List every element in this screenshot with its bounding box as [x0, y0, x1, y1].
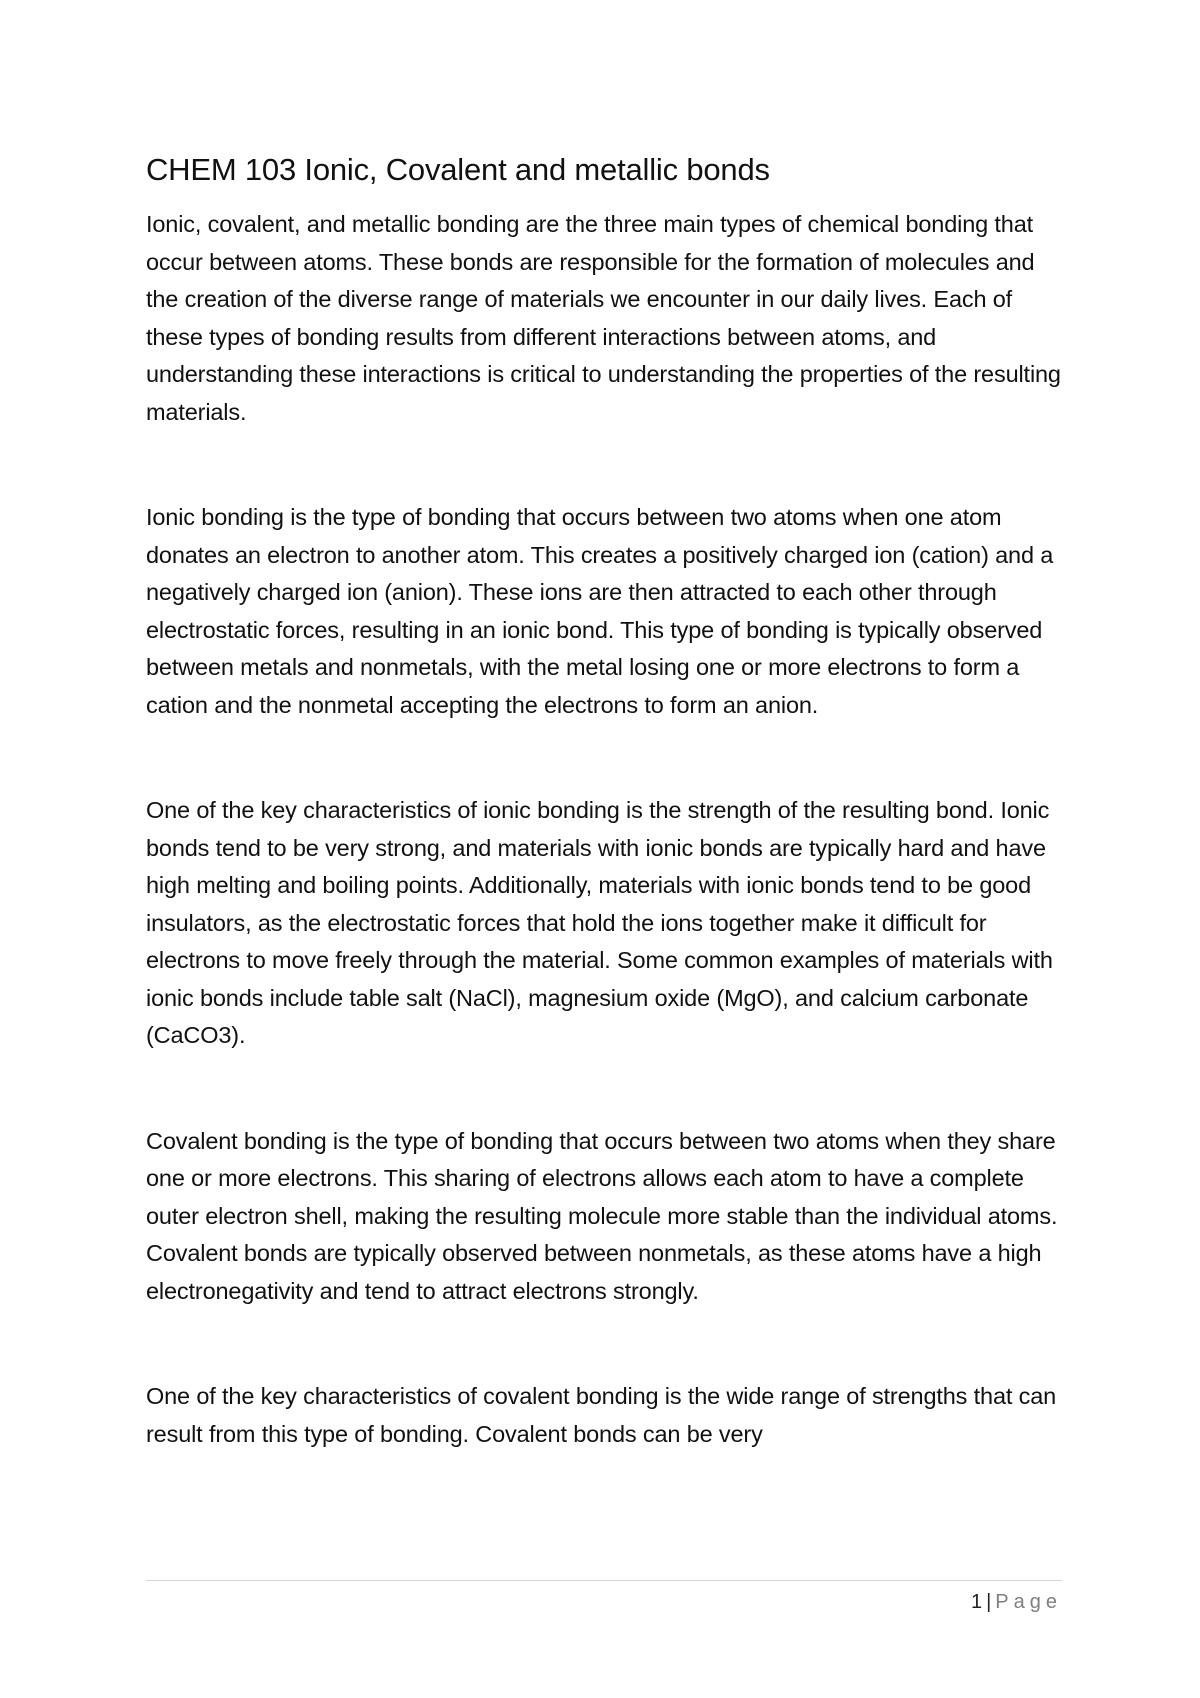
page-label: Page	[995, 1591, 1062, 1613]
footer-separator: |	[986, 1591, 992, 1613]
paragraph-covalent-characteristics: One of the key characteristics of covalent bonding is the wide range of strengths that can result from this type of bonding. Covalent bonds can be very	[146, 1383, 1057, 1447]
document-title: CHEM 103 Ionic, Covalent and metallic bonds	[146, 152, 770, 187]
page-footer	[971, 1588, 1062, 1616]
document-body	[146, 148, 1066, 1521]
paragraph-covalent-bonding: Covalent bonding is the type of bonding that occurs between two atoms when they share one or more electrons. This sharing of electrons allows each atom to have a complete outer electron shell, making the resulting molecule more stable than the individual atoms. Covalent bonds are typically observed between nonmetals, as these atoms have a high electronegativity and tend to attract electrons strongly.	[146, 1127, 1058, 1304]
paragraph-intro: Ionic, covalent, and metallic bonding are the three main types of chemical bonding that occur between atoms. These bonds are responsible for the formation of molecules and the creation of the diverse range of materials we encounter in our daily lives. Each of these types of bonding results from different interactions between atoms, and understanding these interactions is critical to understanding the properties of the resulting materials.	[146, 211, 1061, 425]
page-number: 1	[970, 1591, 983, 1613]
paragraph-ionic-characteristics: One of the key characteristics of ionic bonding is the strength of the resulting bond. Ionic bonds tend to be very strong, and materials with ionic bonds are typically hard and have high melting and boiling points. Additionally, materials with ionic bonds tend to be good insulators, as the electrostatic forces that hold the ions together make it difficult for electrons to move freely through the material. Some common examples of materials with ionic bonds include table salt (NaCl), magnesium oxide (MgO), and calcium carbonate (CaCO3).	[146, 797, 1053, 1048]
footer-divider	[146, 1580, 1062, 1581]
paragraph-ionic-bonding: Ionic bonding is the type of bonding that occurs between two atoms when one atom donates an electron to another atom. This creates a positively charged ion (cation) and a negatively charged ion (anion). These ions are then attracted to each other through electrostatic forces, resulting in an ionic bond. This type of bonding is typically observed between metals and nonmetals, with the metal losing one or more electrons to form a cation and the nonmetal accepting the electrons to form an anion.	[146, 504, 1054, 718]
